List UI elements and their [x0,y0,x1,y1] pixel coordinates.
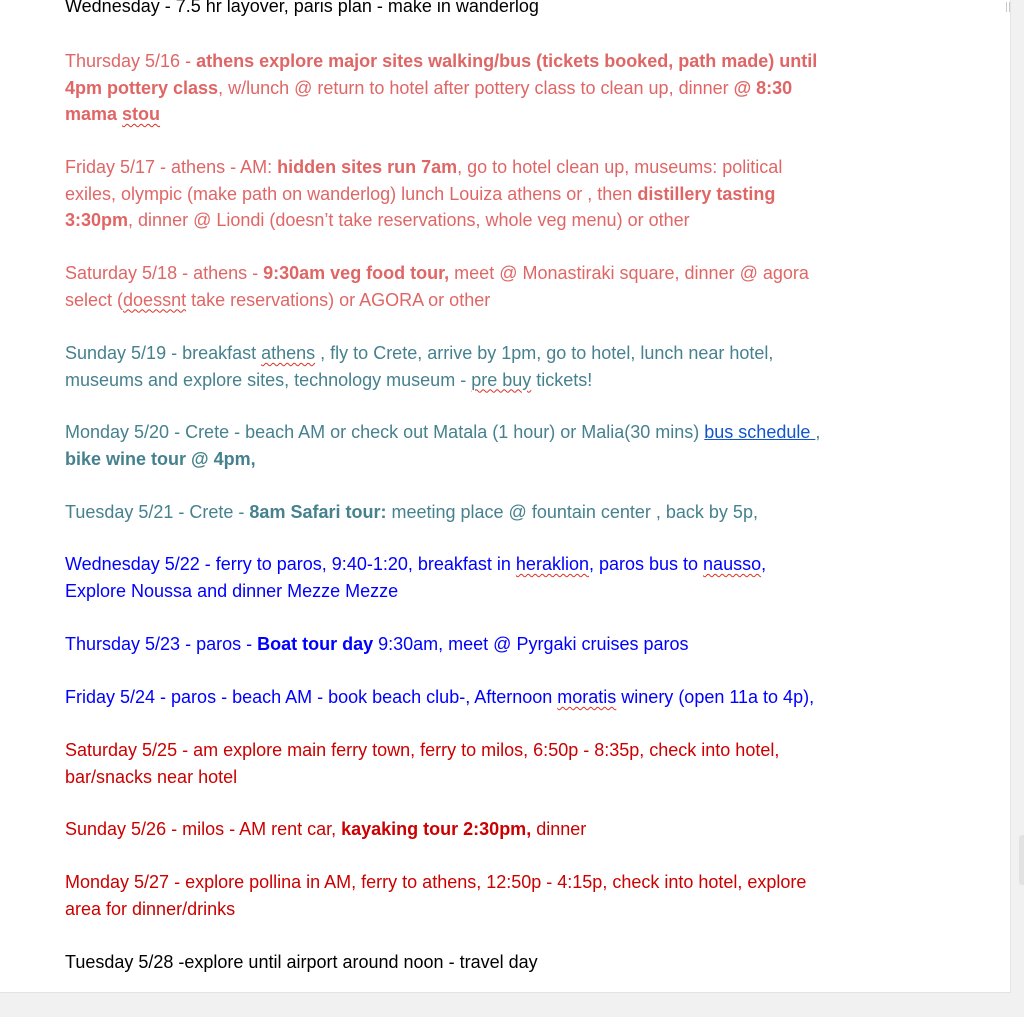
text-run: , fly to Crete, arrive by 1pm, go to hotel, lunch near hotel, [315,343,774,363]
text-line [65,207,935,234]
text-run: bike wine tour @ 4pm, [65,448,256,469]
itinerary-paragraph[interactable] [65,48,935,128]
itinerary-paragraph[interactable] [65,869,935,922]
text-run: Monday 5/20 - Crete - beach AM or check out Matala (1 hour) or Malia(30 mins) [65,422,705,442]
text-run: tickets! [531,369,593,390]
text-line [65,631,935,658]
itinerary-paragraph[interactable] [65,949,935,976]
page-edge [1010,0,1011,992]
text-run: @ 8:30 [733,77,793,98]
text-line [65,75,935,102]
page-corner-mark [1006,2,1007,12]
text-run: Boat tour day [257,634,374,654]
text-line [65,764,935,791]
text-line [65,684,935,711]
misspelled-word: heraklion [515,554,589,574]
text-line [65,896,935,923]
text-run: athens explore major sites walking/bus (tickets booked, path made) until [196,51,818,71]
text-line [65,48,935,75]
text-line [65,446,935,473]
text-line [65,499,935,526]
itinerary-paragraph[interactable] [65,737,935,790]
scrollbar-thumb[interactable] [1019,835,1024,885]
text-run: distillery tasting [637,183,776,204]
text-run: Saturday 5/25 - am explore main ferry town, ferry to milos, 6:50p - 8:35p, check into hotel, [65,740,780,760]
itinerary-paragraph[interactable] [65,551,935,604]
text-run: 8am Safari tour: [249,502,387,522]
text-run: Sunday 5/26 - milos - AM rent car, [65,819,342,839]
itinerary-paragraph[interactable] [65,0,935,20]
text-run: 9:30am veg food tour, [263,263,450,283]
text-run: dinner [531,819,587,839]
text-line [65,181,935,208]
text-line [65,287,935,314]
text-run: museums and explore sites, technology museum - [65,369,472,390]
text-run: Friday 5/17 - athens - AM: [65,157,278,177]
text-run: Thursday 5/16 - [65,51,197,71]
itinerary-paragraph[interactable] [65,260,935,313]
text-line [65,949,935,976]
text-run: Thursday 5/23 - paros - [65,634,258,654]
text-run: , w/lunch @ return to hotel after pottery class to clean up, dinner [218,77,734,98]
text-line [65,367,935,394]
text-run: , go to hotel clean up, museums: political [457,157,783,177]
text-run: , [761,554,767,574]
text-run: 3:30pm [65,210,129,230]
text-run: Saturday 5/18 - athens - [65,263,264,283]
text-run: meet @ Monastiraki square, dinner @ agora [449,263,809,283]
misspelled-word: moratis [557,687,617,707]
text-run: , dinner @ Liondi (doesn’t take reservations, whole veg menu) or other [128,210,690,230]
misspelled-word: pre buy [471,369,532,390]
text-run: area for dinner/drinks [65,898,236,919]
text-run: Tuesday 5/21 - Crete - [65,502,250,522]
text-line [65,578,935,605]
text-run: , [815,422,821,442]
text-run: winery (open 11a to 4p), [616,687,815,707]
misspelled-word: doessnt [123,289,187,310]
text-run: Wednesday 5/22 - ferry to paros, 9:40-1:20, breakfast in [65,554,516,574]
text-line [65,737,935,764]
itinerary-paragraph[interactable] [65,816,935,843]
text-line [65,419,935,446]
text-run: hidden sites run 7am [277,157,458,177]
itinerary-paragraph[interactable] [65,631,935,658]
text-run: Monday 5/27 - explore pollina in AM, ferry to athens, 12:50p - 4:15p, check into hotel, explore [65,872,807,892]
text-line [65,816,935,843]
text-run: , paros bus to [588,554,704,574]
text-run: 4pm pottery class [65,77,219,98]
text-run: meeting place @ fountain center , back by 5p, [386,502,758,522]
text-line [65,551,935,578]
itinerary-paragraph[interactable] [65,340,935,393]
misspelled-word: stou [122,104,161,124]
itinerary-paragraph[interactable] [65,684,935,711]
text-run: bar/snacks near hotel [65,766,238,787]
misspelled-word: athens [261,343,316,363]
misspelled-word: nausso [703,554,762,574]
text-run: exiles, olympic (make path on wanderlog) lunch Louiza athens or , then [65,183,638,204]
text-run: 9:30am, meet @ Pyrgaki cruises paros [373,634,689,654]
hyperlink[interactable]: bus schedule [704,422,816,442]
text-run: mama [65,104,123,124]
text-line [65,869,935,896]
text-line [65,101,935,128]
itinerary-paragraph[interactable] [65,154,935,234]
text-run: Sunday 5/19 - breakfast [65,343,262,363]
text-run: take reservations) or AGORA or other [186,289,491,310]
itinerary-paragraph[interactable] [65,419,935,472]
itinerary-paragraph[interactable] [65,499,935,526]
page-edge [0,992,1011,993]
text-line [65,154,935,181]
text-line [65,340,935,367]
text-run: select ( [65,289,124,310]
text-run: kayaking tour 2:30pm, [341,819,532,839]
text-run: Tuesday 5/28 -explore until airport around noon - travel day [65,952,538,972]
text-run: Wednesday - 7.5 hr layover, paris plan - make in wanderlog [65,0,539,16]
text-run: Explore Noussa and dinner Mezze Mezze [65,580,399,601]
text-line [65,260,935,287]
text-line [65,0,935,20]
text-run: Friday 5/24 - paros - beach AM - book beach club-, Afternoon [65,687,558,707]
